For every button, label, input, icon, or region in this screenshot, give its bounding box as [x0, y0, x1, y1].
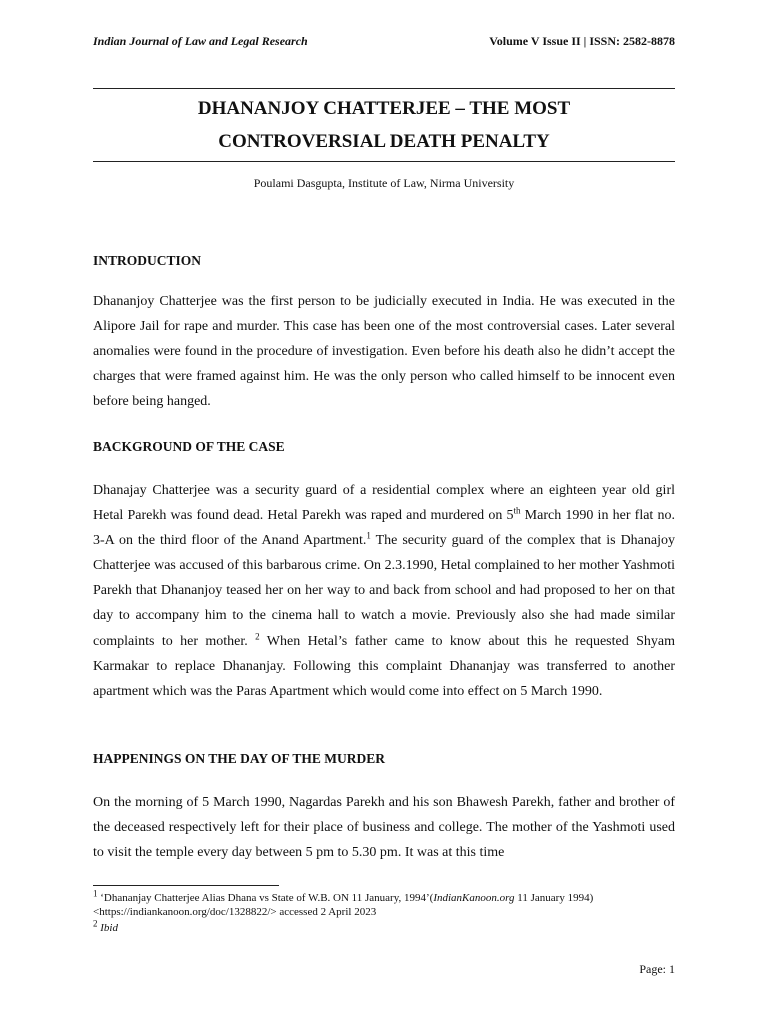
volume-issn: Volume V Issue II | ISSN: 2582-8878: [489, 34, 675, 48]
footnote-1-text-a: ‘Dhananjay Chatterjee Alias Dhana vs State of W.B. ON 11 January, 1994’(: [97, 892, 434, 904]
title-bottom-rule: [93, 161, 675, 162]
footnote-1-text-b: 11 January 1994) <https://indiankanoon.org/doc/1328822/> accessed 2 April 2023: [93, 892, 594, 918]
background-paragraph: [93, 478, 675, 704]
background-text-d: When Hetal’s father came to know about this he requested Shyam Karmakar to replace Dhananjay. Following this complaint Dhananjay was transferred to another apartment which was the Paras Apartment which would come into effect on 5 March 1990.: [93, 633, 675, 699]
introduction-paragraph: Dhananjoy Chatterjee was the first person to be judicially executed in India. He was executed in the Alipore Jail for rape and murder. This case has been one of the most controversial cases. Later several anomalies were found in the procedure of investigation. Even before his death also he didn’t accept the charges that were framed against him. He was the only person who called himself to be innocent even before being hanged.: [93, 294, 675, 410]
heading-background: BACKGROUND OF THE CASE: [93, 439, 285, 454]
footnote-1: [93, 888, 675, 919]
background-text-a: Dhanajay Chatterjee was a security guard of a residential complex where an eighteen year old girl Hetal Parekh was found dead. Hetal Parekh was raped and murdered on 5: [93, 483, 675, 524]
superscript-th: th: [513, 505, 521, 516]
footnote-1-source: IndianKanoon.org: [433, 892, 515, 904]
footnote-2-text: Ibid: [100, 922, 118, 934]
title-top-rule: [93, 88, 675, 89]
happenings-paragraph: On the morning of 5 March 1990, Nagardas Parekh and his son Bhawesh Parekh, father and brother of the deceased respectively left for their place of business and college. The mother of the Yashmoti used to visit the temple every day between 5 pm to 5.30 pm. It was at this time: [93, 795, 675, 861]
paper-title: [93, 92, 675, 158]
heading-introduction: INTRODUCTION: [93, 253, 202, 268]
background-text-b: March 1990 in her flat no. 3-A on the third floor of the Anand Apartment.: [93, 508, 675, 549]
footnote-separator: [93, 885, 279, 886]
heading-happenings: HAPPENINGS ON THE DAY OF THE MURDER: [93, 751, 386, 766]
title-line-2: CONTROVERSIAL DEATH PENALTY: [218, 131, 550, 152]
page-number: Page: 1: [639, 962, 675, 976]
background-text-c: The security guard of the complex that is Dhanajoy Chatterjee was accused of this barbarous crime. On 2.3.1990, Hetal complained to her mother Yashmoti Parekh that Dhananjoy teased her on her way to and back from school and had proposed to her on that day to accompany him to the cinema hall to watch a movie. Previously also she had made similar complaints to her mother.: [93, 533, 675, 649]
title-line-1: DHANANJOY CHATTERJEE – THE MOST: [197, 98, 571, 119]
footnote-1-number: 1: [93, 888, 98, 899]
footnote-ref-1[interactable]: 1: [366, 530, 371, 541]
footnote-ref-2[interactable]: 2: [255, 630, 260, 641]
running-header: [93, 34, 675, 49]
author-affiliation: Poulami Dasgupta, Institute of Law, Nirma University: [253, 176, 515, 190]
footnote-2: [93, 918, 675, 935]
journal-name: Indian Journal of Law and Legal Research: [93, 34, 308, 48]
footnote-2-number: 2: [93, 918, 98, 929]
